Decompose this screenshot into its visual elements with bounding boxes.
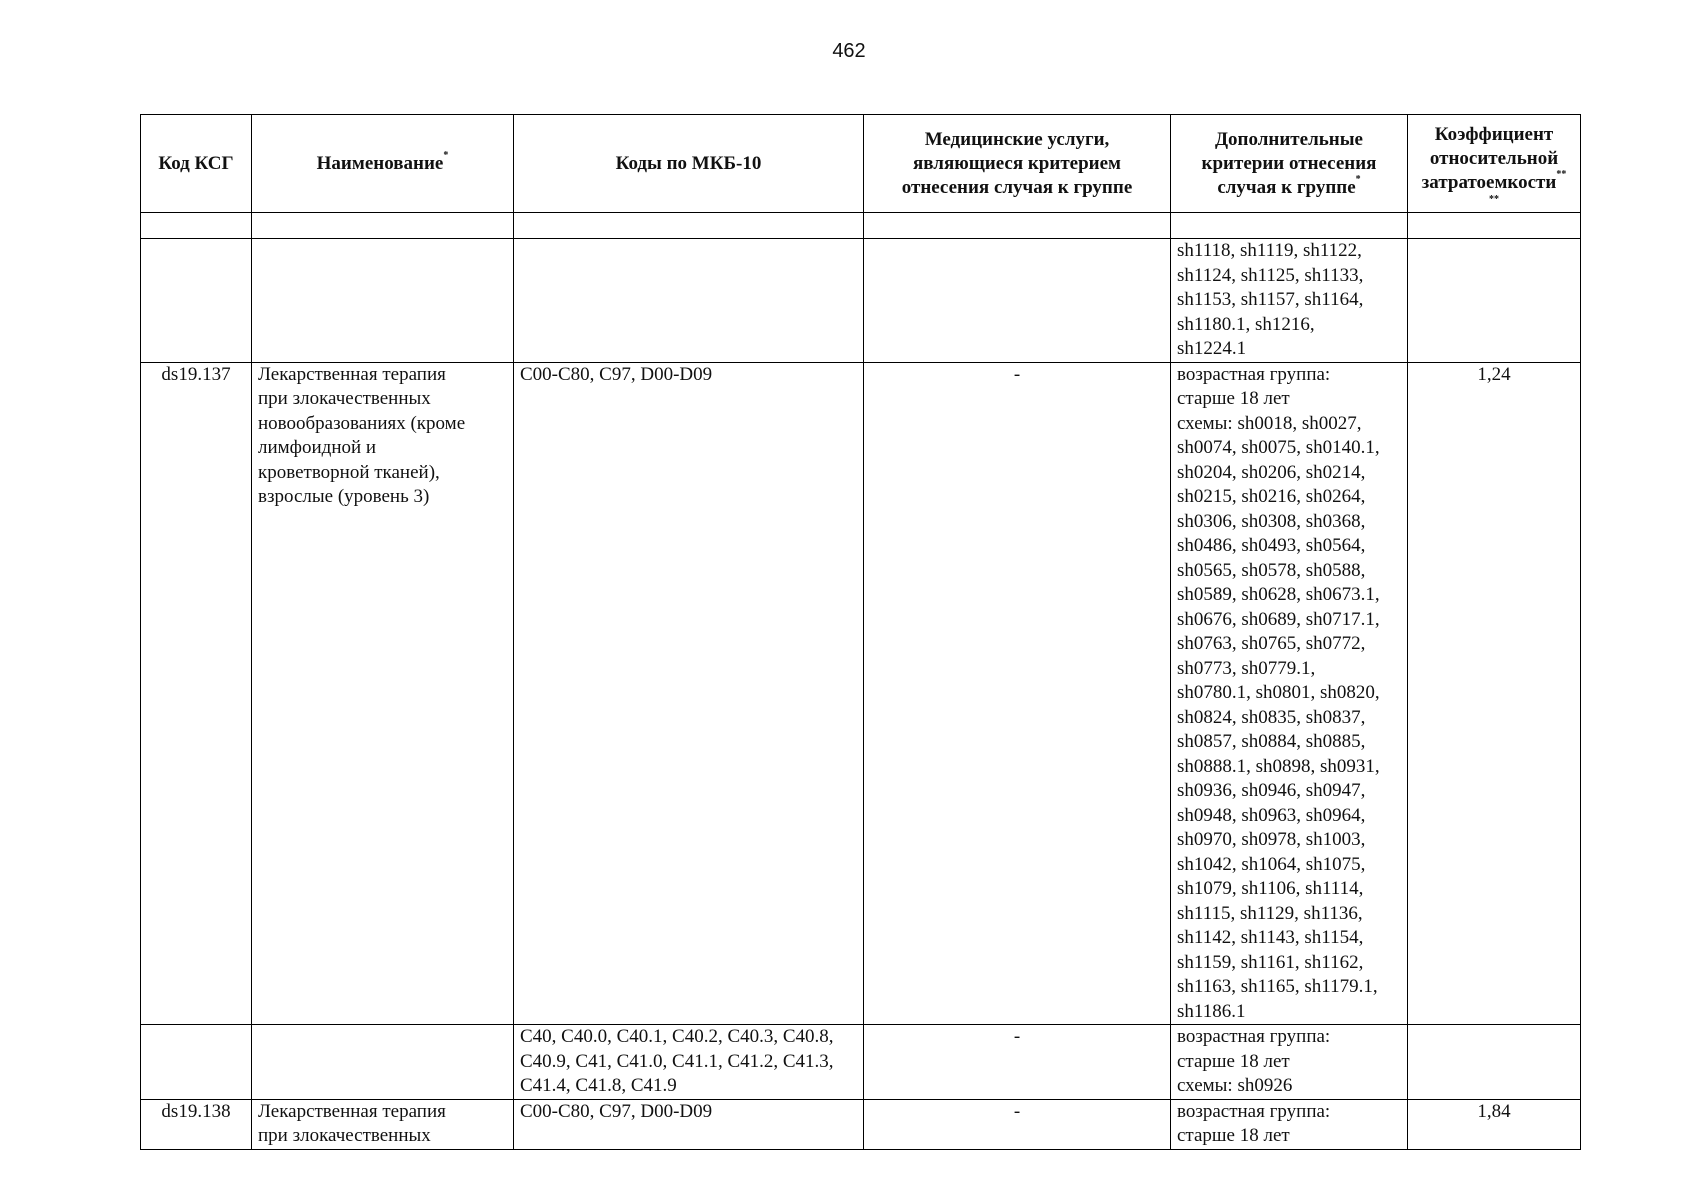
cell-coefficient xyxy=(1408,362,1581,1025)
cell-line: возрастная группа: xyxy=(1177,1026,1331,1047)
footnote-mark: ** xyxy=(1489,193,1499,205)
header-criteria: Дополнительные критерии отнесения случая к группе* xyxy=(1171,115,1408,213)
cell-line: старше 18 лет xyxy=(1177,1125,1290,1146)
cell-line: возрастная группа: xyxy=(1177,363,1331,385)
cell-line: C00-C80, C97, D00-D09 xyxy=(520,1100,713,1122)
cell-line: sh0824, sh0835, sh0837, xyxy=(1177,706,1366,728)
cell-line: при злокачественных xyxy=(258,1125,431,1146)
cell-line: sh0565, sh0578, sh0588, xyxy=(1177,559,1366,581)
cell-code xyxy=(141,362,252,1025)
cell-services xyxy=(864,362,1171,1025)
header-icd: Коды по МКБ-10 xyxy=(514,115,864,213)
cell-line: sh0780.1, sh0801, sh0820, xyxy=(1177,682,1380,703)
cell-line: sh0948, sh0963, sh0964, xyxy=(1177,804,1366,826)
cell-line: - xyxy=(1013,363,1021,385)
header-services: Медицинские услуги, являющиеся критерием отнесения случая к группе xyxy=(864,115,1171,213)
cell-line: sh0970, sh0978, sh1003, xyxy=(1177,829,1366,850)
cell-line: Лекарственная терапия xyxy=(258,1100,446,1122)
cell-line: sh0773, sh0779.1, xyxy=(1177,657,1316,679)
cell-name xyxy=(252,362,514,1025)
table-row xyxy=(141,362,1581,1025)
header-code: Код КСГ xyxy=(141,115,252,213)
cell-line: sh0676, sh0689, sh0717.1, xyxy=(1177,608,1380,630)
cell-line: sh1186.1 xyxy=(1177,1000,1246,1022)
cell-criteria xyxy=(1171,1099,1408,1149)
cell-name xyxy=(252,239,514,363)
cell-line: старше 18 лет xyxy=(1177,388,1290,409)
header-name: Наименование* xyxy=(252,115,514,213)
cell-services xyxy=(864,1025,1171,1100)
cell-line: sh1224.1 xyxy=(1177,338,1247,359)
cell-line: при злокачественных xyxy=(258,388,431,409)
cell-line: sh0074, sh0075, sh0140.1, xyxy=(1177,437,1380,458)
cell-line: sh0888.1, sh0898, sh0931, xyxy=(1177,755,1380,777)
cell-services xyxy=(864,239,1171,363)
cell-icd-codes xyxy=(514,239,864,363)
cell-icd-codes xyxy=(514,362,864,1025)
cell-criteria xyxy=(1171,362,1408,1025)
cell-line: схемы: sh0018, sh0027, xyxy=(1177,412,1362,434)
cell-line: sh1153, sh1157, sh1164, xyxy=(1177,289,1364,310)
cell-line: лимфоидной и xyxy=(258,437,377,458)
cell-line: sh0589, sh0628, sh0673.1, xyxy=(1177,584,1380,605)
cell-line: кроветворной тканей), xyxy=(258,461,440,483)
page-number: 462 xyxy=(832,40,866,62)
cell-name xyxy=(252,1025,514,1100)
cell-code xyxy=(141,1099,252,1149)
header-row xyxy=(141,115,1581,213)
cell-services xyxy=(864,1099,1171,1149)
cell-line: взрослые (уровень 3) xyxy=(258,486,430,507)
cell-line: sh1163, sh1165, sh1179.1, xyxy=(1177,976,1378,997)
cell-code xyxy=(141,239,252,363)
cell-line: sh1142, sh1143, sh1154, xyxy=(1177,927,1364,948)
table-row xyxy=(141,1099,1581,1149)
cell-line: sh0857, sh0884, sh0885, xyxy=(1177,731,1366,752)
cell-line: sh0936, sh0946, sh0947, xyxy=(1177,780,1366,801)
footnote-mark: * xyxy=(1355,174,1361,186)
cell-line: sh0215, sh0216, sh0264, xyxy=(1177,486,1366,507)
cell-line: sh0306, sh0308, sh0368, xyxy=(1177,510,1366,532)
cell-line: ds19.137 xyxy=(161,363,231,385)
ksg-table xyxy=(140,114,1581,1150)
cell-line: возрастная группа: xyxy=(1177,1100,1331,1122)
cell-line: sh1180.1, sh1216, xyxy=(1177,313,1315,335)
cell-line: - xyxy=(1013,1100,1021,1122)
cell-line: схемы: sh0926 xyxy=(1177,1075,1293,1096)
cell-line: sh1124, sh1125, sh1133, xyxy=(1177,264,1364,286)
cell-line: sh0763, sh0765, sh0772, xyxy=(1177,633,1366,654)
cell-line: sh1118, sh1119, sh1122, xyxy=(1177,240,1362,261)
cell-line: 1,24 xyxy=(1477,363,1511,385)
table-body xyxy=(141,239,1581,1150)
cell-line: ds19.138 xyxy=(161,1100,231,1122)
footnote-mark: ** xyxy=(1556,169,1567,181)
cell-line: C40, C40.0, C40.1, C40.2, C40.3, C40.8, xyxy=(520,1026,834,1047)
cell-line: - xyxy=(1013,1026,1021,1047)
cell-line: sh0486, sh0493, sh0564, xyxy=(1177,535,1366,556)
cell-line: C00-C80, C97, D00-D09 xyxy=(520,363,713,385)
header-coefficient: Коэффициент относительной затратоемкости** ** xyxy=(1408,115,1581,213)
cell-line: 1,84 xyxy=(1477,1100,1511,1122)
cell-line: sh0204, sh0206, sh0214, xyxy=(1177,461,1366,483)
cell-code xyxy=(141,1025,252,1100)
cell-icd-codes xyxy=(514,1099,864,1149)
cell-line: новообразованиях (кроме xyxy=(258,412,466,434)
cell-name xyxy=(252,1099,514,1149)
cell-line: sh1159, sh1161, sh1162, xyxy=(1177,951,1364,973)
table-row xyxy=(141,1025,1581,1100)
cell-criteria xyxy=(1171,1025,1408,1100)
cell-coefficient xyxy=(1408,1099,1581,1149)
header-spacer-row xyxy=(141,213,1581,239)
cell-icd-codes xyxy=(514,1025,864,1100)
cell-line: C40.9, C41, C41.0, C41.1, C41.2, C41.3, xyxy=(520,1050,834,1072)
cell-line: Лекарственная терапия xyxy=(258,363,446,385)
table-row xyxy=(141,239,1581,363)
cell-line: sh1079, sh1106, sh1114, xyxy=(1177,878,1364,899)
cell-coefficient xyxy=(1408,1025,1581,1100)
cell-line: старше 18 лет xyxy=(1177,1050,1290,1072)
cell-line: C41.4, C41.8, C41.9 xyxy=(520,1075,677,1096)
cell-line: sh1042, sh1064, sh1075, xyxy=(1177,853,1366,875)
footnote-mark: * xyxy=(443,150,449,162)
cell-criteria xyxy=(1171,239,1408,363)
cell-line: sh1115, sh1129, sh1136, xyxy=(1177,902,1363,924)
cell-coefficient xyxy=(1408,239,1581,363)
